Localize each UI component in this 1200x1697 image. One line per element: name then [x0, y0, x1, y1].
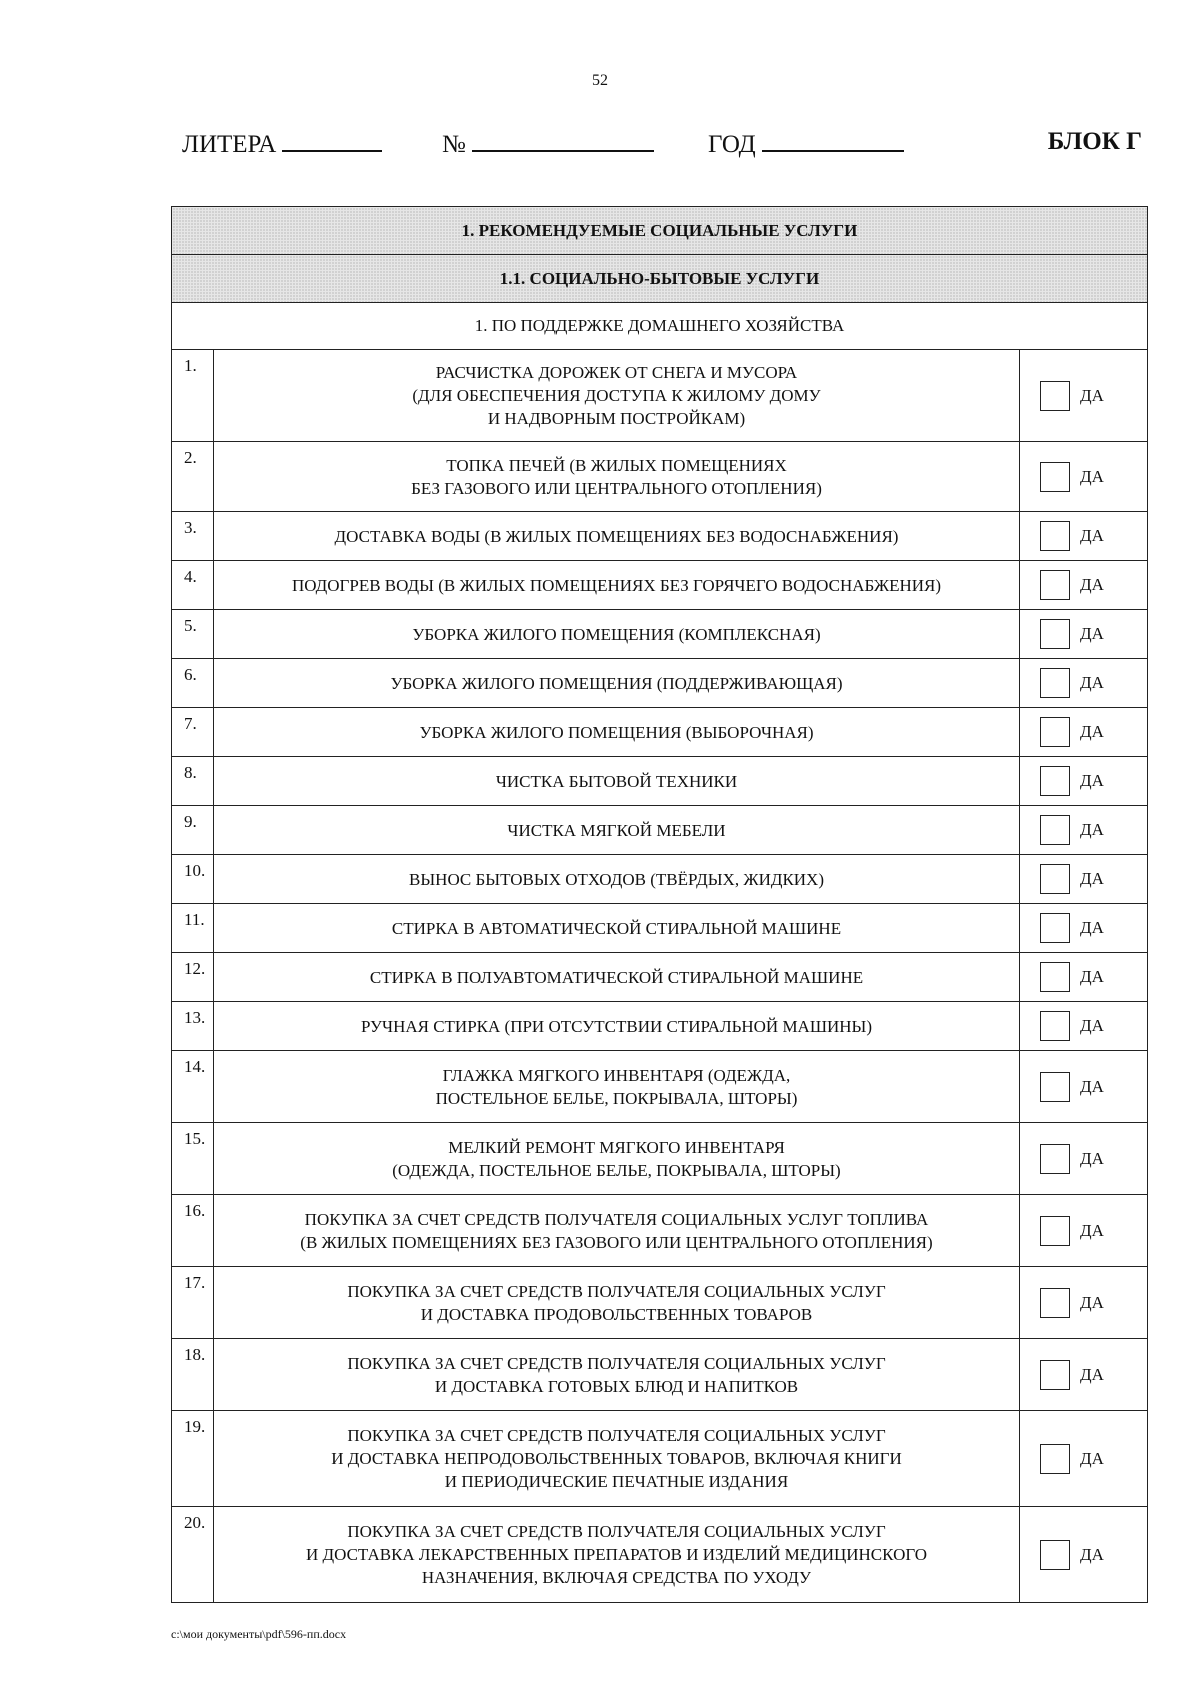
service-description: ПОКУПКА ЗА СЧЕТ СРЕДСТВ ПОЛУЧАТЕЛЯ СОЦИАЛЬНЫХ УСЛУГ И ДОСТАВКА ЛЕКАРСТВЕННЫХ ПРЕПАРАТОВ И ИЗДЕЛИЙ МЕДИЦИНСКОГО НАЗНАЧЕНИЯ, ВКЛЮЧАЯ СРЕДСТВА ПО УХОДУ	[305, 1522, 928, 1587]
yes-label: ДА	[1080, 1016, 1104, 1035]
form-header	[182, 128, 1142, 168]
service-row	[172, 1507, 1148, 1603]
yes-label: ДА	[1080, 575, 1104, 594]
service-description: МЕЛКИЙ РЕМОНТ МЯГКОГО ИНВЕНТАРЯ (ОДЕЖДА, ПОСТЕЛЬНОЕ БЕЛЬЕ, ПОКРЫВАЛА, ШТОРЫ)	[392, 1137, 841, 1180]
number-blank[interactable]	[472, 128, 654, 152]
service-description: ЧИСТКА МЯГКОЙ МЕБЕЛИ	[507, 820, 726, 840]
yes-checkbox[interactable]	[1040, 1011, 1070, 1041]
yes-label: ДА	[1080, 722, 1104, 741]
services-table	[171, 206, 1148, 1603]
yes-checkbox[interactable]	[1040, 1444, 1070, 1474]
service-number: 18.	[172, 1339, 214, 1411]
answer-cell	[1020, 442, 1148, 512]
yes-checkbox[interactable]	[1040, 864, 1070, 894]
year-label: ГОД	[708, 131, 756, 158]
service-description: УБОРКА ЖИЛОГО ПОМЕЩЕНИЯ (КОМПЛЕКСНАЯ)	[412, 624, 821, 644]
yes-label: ДА	[1080, 1076, 1104, 1096]
service-description-cell	[214, 904, 1020, 953]
service-description: СТИРКА В ПОЛУАВТОМАТИЧЕСКОЙ СТИРАЛЬНОЙ МАШИНЕ	[369, 967, 864, 987]
yes-label: ДА	[1080, 673, 1104, 692]
page-number: 52	[592, 72, 608, 89]
service-description-cell	[214, 512, 1020, 561]
answer-option	[1020, 1288, 1147, 1318]
litera-label: ЛИТЕРА	[182, 131, 277, 158]
answer-cell	[1020, 659, 1148, 708]
yes-checkbox[interactable]	[1040, 1360, 1070, 1390]
answer-cell	[1020, 1507, 1148, 1603]
service-description-cell	[214, 953, 1020, 1002]
service-row	[172, 1123, 1148, 1195]
service-description-cell	[214, 1411, 1020, 1507]
yes-checkbox[interactable]	[1040, 1540, 1070, 1570]
service-row	[172, 757, 1148, 806]
service-description: ПОДОГРЕВ ВОДЫ (В ЖИЛЫХ ПОМЕЩЕНИЯХ БЕЗ ГОРЯЧЕГО ВОДОСНАБЖЕНИЯ)	[291, 575, 942, 595]
yes-label: ДА	[1080, 1148, 1104, 1168]
service-description-cell	[214, 1051, 1020, 1123]
service-description: ГЛАЖКА МЯГКОГО ИНВЕНТАРЯ (ОДЕЖДА, ПОСТЕЛЬНОЕ БЕЛЬЕ, ПОКРЫВАЛА, ШТОРЫ)	[435, 1065, 798, 1108]
section-title: 1. РЕКОМЕНДУЕМЫЕ СОЦИАЛЬНЫЕ УСЛУГИ	[172, 207, 1148, 255]
service-number: 5.	[172, 610, 214, 659]
service-description-cell	[214, 442, 1020, 512]
yes-checkbox[interactable]	[1040, 962, 1070, 992]
answer-cell	[1020, 806, 1148, 855]
answer-option	[1020, 1444, 1147, 1474]
service-description: ПОКУПКА ЗА СЧЕТ СРЕДСТВ ПОЛУЧАТЕЛЯ СОЦИАЛЬНЫХ УСЛУГ ТОПЛИВА (В ЖИЛЫХ ПОМЕЩЕНИЯХ БЕЗ ГАЗОВОГО ИЛИ ЦЕНТРАЛЬНОГО ОТОПЛЕНИЯ)	[300, 1209, 933, 1252]
service-number: 20.	[172, 1507, 214, 1603]
service-row	[172, 1411, 1148, 1507]
yes-label: ДА	[1080, 771, 1104, 790]
service-description: ЧИСТКА БЫТОВОЙ ТЕХНИКИ	[495, 771, 738, 791]
service-description: РУЧНАЯ СТИРКА (ПРИ ОТСУТСТВИИ СТИРАЛЬНОЙ МАШИНЫ)	[360, 1016, 873, 1036]
service-description-cell	[214, 708, 1020, 757]
yes-checkbox[interactable]	[1040, 1216, 1070, 1246]
answer-cell	[1020, 1123, 1148, 1195]
yes-label: ДА	[1080, 1220, 1104, 1240]
service-description: ПОКУПКА ЗА СЧЕТ СРЕДСТВ ПОЛУЧАТЕЛЯ СОЦИАЛЬНЫХ УСЛУГ И ДОСТАВКА ПРОДОВОЛЬСТВЕННЫХ ТОВАРОВ	[347, 1281, 886, 1324]
yes-label: ДА	[1080, 526, 1104, 545]
yes-checkbox[interactable]	[1040, 619, 1070, 649]
year-blank[interactable]	[762, 128, 904, 152]
service-number: 15.	[172, 1123, 214, 1195]
service-description-cell	[214, 757, 1020, 806]
yes-checkbox[interactable]	[1040, 521, 1070, 551]
yes-checkbox[interactable]	[1040, 381, 1070, 411]
yes-checkbox[interactable]	[1040, 1144, 1070, 1174]
service-row	[172, 1267, 1148, 1339]
answer-cell	[1020, 1051, 1148, 1123]
service-row	[172, 610, 1148, 659]
service-number: 6.	[172, 659, 214, 708]
answer-option	[1020, 1072, 1147, 1102]
answer-cell	[1020, 1002, 1148, 1051]
answer-cell	[1020, 561, 1148, 610]
service-description: ДОСТАВКА ВОДЫ (В ЖИЛЫХ ПОМЕЩЕНИЯХ БЕЗ ВОДОСНАБЖЕНИЯ)	[334, 526, 899, 546]
yes-checkbox[interactable]	[1040, 462, 1070, 492]
answer-option	[1020, 462, 1147, 492]
service-description: ПОКУПКА ЗА СЧЕТ СРЕДСТВ ПОЛУЧАТЕЛЯ СОЦИАЛЬНЫХ УСЛУГ И ДОСТАВКА ГОТОВЫХ БЛЮД И НАПИТКОВ	[347, 1353, 886, 1396]
yes-label: ДА	[1080, 385, 1104, 405]
subsection-title: 1.1. СОЦИАЛЬНО-БЫТОВЫЕ УСЛУГИ	[172, 255, 1148, 303]
answer-cell	[1020, 1339, 1148, 1411]
yes-checkbox[interactable]	[1040, 913, 1070, 943]
yes-checkbox[interactable]	[1040, 1072, 1070, 1102]
answer-option	[1020, 1360, 1147, 1390]
service-description-cell	[214, 855, 1020, 904]
yes-label: ДА	[1080, 1544, 1104, 1564]
answer-option	[1020, 1144, 1147, 1174]
service-number: 7.	[172, 708, 214, 757]
answer-cell	[1020, 757, 1148, 806]
group-title: 1. ПО ПОДДЕРЖКЕ ДОМАШНЕГО ХОЗЯЙСТВА	[172, 303, 1148, 350]
service-row	[172, 708, 1148, 757]
service-number: 9.	[172, 806, 214, 855]
service-description-cell	[214, 1195, 1020, 1267]
service-description: ПОКУПКА ЗА СЧЕТ СРЕДСТВ ПОЛУЧАТЕЛЯ СОЦИАЛЬНЫХ УСЛУГ И ДОСТАВКА НЕПРОДОВОЛЬСТВЕННЫХ ТОВАРОВ, ВКЛЮЧАЯ КНИГИ И ПЕРИОДИЧЕСКИЕ ПЕЧАТНЫЕ ИЗДАНИЯ	[331, 1426, 902, 1491]
service-row	[172, 659, 1148, 708]
yes-checkbox[interactable]	[1040, 1288, 1070, 1318]
service-row	[172, 904, 1148, 953]
service-row	[172, 561, 1148, 610]
service-description-cell	[214, 806, 1020, 855]
answer-cell	[1020, 350, 1148, 442]
answer-cell	[1020, 953, 1148, 1002]
answer-cell	[1020, 1195, 1148, 1267]
answer-cell	[1020, 904, 1148, 953]
service-description: ВЫНОС БЫТОВЫХ ОТХОДОВ (ТВЁРДЫХ, ЖИДКИХ)	[409, 869, 824, 889]
answer-option	[1020, 962, 1147, 992]
answer-option	[1020, 1540, 1147, 1570]
service-row	[172, 953, 1148, 1002]
number-label: №	[442, 131, 466, 158]
yes-checkbox[interactable]	[1040, 766, 1070, 796]
service-description-cell	[214, 1267, 1020, 1339]
service-description: ТОПКА ПЕЧЕЙ (В ЖИЛЫХ ПОМЕЩЕНИЯХ БЕЗ ГАЗОВОГО ИЛИ ЦЕНТРАЛЬНОГО ОТОПЛЕНИЯ)	[411, 455, 822, 498]
yes-label: ДА	[1080, 820, 1104, 839]
year-field	[708, 128, 904, 159]
yes-label: ДА	[1080, 869, 1104, 888]
litera-blank[interactable]	[282, 128, 382, 152]
answer-cell	[1020, 512, 1148, 561]
answer-cell	[1020, 1267, 1148, 1339]
service-description-cell	[214, 561, 1020, 610]
answer-option	[1020, 1216, 1147, 1246]
answer-option	[1020, 521, 1147, 551]
yes-checkbox[interactable]	[1040, 570, 1070, 600]
yes-label: ДА	[1080, 624, 1104, 643]
answer-option	[1020, 1011, 1147, 1041]
number-field	[442, 128, 654, 159]
service-number: 2.	[172, 442, 214, 512]
service-description-cell	[214, 1123, 1020, 1195]
answer-option	[1020, 668, 1147, 698]
answer-option	[1020, 913, 1147, 943]
section-title-row	[172, 207, 1148, 255]
service-description-cell	[214, 1339, 1020, 1411]
answer-option	[1020, 619, 1147, 649]
service-description-cell	[214, 659, 1020, 708]
service-number: 14.	[172, 1051, 214, 1123]
yes-checkbox[interactable]	[1040, 717, 1070, 747]
answer-option	[1020, 864, 1147, 894]
service-number: 4.	[172, 561, 214, 610]
answer-option	[1020, 717, 1147, 747]
service-row	[172, 1002, 1148, 1051]
answer-option	[1020, 381, 1147, 411]
service-row	[172, 350, 1148, 442]
answer-cell	[1020, 610, 1148, 659]
yes-label: ДА	[1080, 1364, 1104, 1384]
subsection-title-row	[172, 255, 1148, 303]
group-title-row	[172, 303, 1148, 350]
service-row	[172, 512, 1148, 561]
yes-checkbox[interactable]	[1040, 815, 1070, 845]
service-number: 16.	[172, 1195, 214, 1267]
service-number: 8.	[172, 757, 214, 806]
yes-label: ДА	[1080, 967, 1104, 986]
service-number: 19.	[172, 1411, 214, 1507]
service-row	[172, 855, 1148, 904]
footer-file-path: c:\мои документы\pdf\596-пп.docx	[171, 1627, 347, 1641]
service-row	[172, 1051, 1148, 1123]
service-description: УБОРКА ЖИЛОГО ПОМЕЩЕНИЯ (ВЫБОРОЧНАЯ)	[419, 722, 814, 742]
answer-cell	[1020, 855, 1148, 904]
yes-checkbox[interactable]	[1040, 668, 1070, 698]
service-row	[172, 806, 1148, 855]
answer-option	[1020, 766, 1147, 796]
yes-label: ДА	[1080, 918, 1104, 937]
service-row	[172, 442, 1148, 512]
service-description: СТИРКА В АВТОМАТИЧЕСКОЙ СТИРАЛЬНОЙ МАШИНЕ	[391, 918, 842, 938]
answer-option	[1020, 815, 1147, 845]
service-description-cell	[214, 1002, 1020, 1051]
block-label: БЛОК Г	[1047, 128, 1142, 155]
answer-cell	[1020, 1411, 1148, 1507]
service-number: 13.	[172, 1002, 214, 1051]
service-description-cell	[214, 1507, 1020, 1603]
service-row	[172, 1339, 1148, 1411]
service-number: 3.	[172, 512, 214, 561]
service-number: 10.	[172, 855, 214, 904]
litera-field	[182, 128, 382, 159]
yes-label: ДА	[1080, 1448, 1104, 1468]
yes-label: ДА	[1080, 1292, 1104, 1312]
service-description: РАСЧИСТКА ДОРОЖЕК ОТ СНЕГА И МУСОРА (ДЛЯ ОБЕСПЕЧЕНИЯ ДОСТУПА К ЖИЛОМУ ДОМУ И НАДВОРНЫМ ПОСТРОЙКАМ)	[412, 363, 821, 428]
service-number: 1.	[172, 350, 214, 442]
answer-option	[1020, 570, 1147, 600]
yes-label: ДА	[1080, 466, 1104, 486]
service-description: УБОРКА ЖИЛОГО ПОМЕЩЕНИЯ (ПОДДЕРЖИВАЮЩАЯ)	[390, 673, 843, 693]
service-number: 12.	[172, 953, 214, 1002]
service-row	[172, 1195, 1148, 1267]
service-number: 11.	[172, 904, 214, 953]
service-number: 17.	[172, 1267, 214, 1339]
answer-cell	[1020, 708, 1148, 757]
service-description-cell	[214, 610, 1020, 659]
service-description-cell	[214, 350, 1020, 442]
